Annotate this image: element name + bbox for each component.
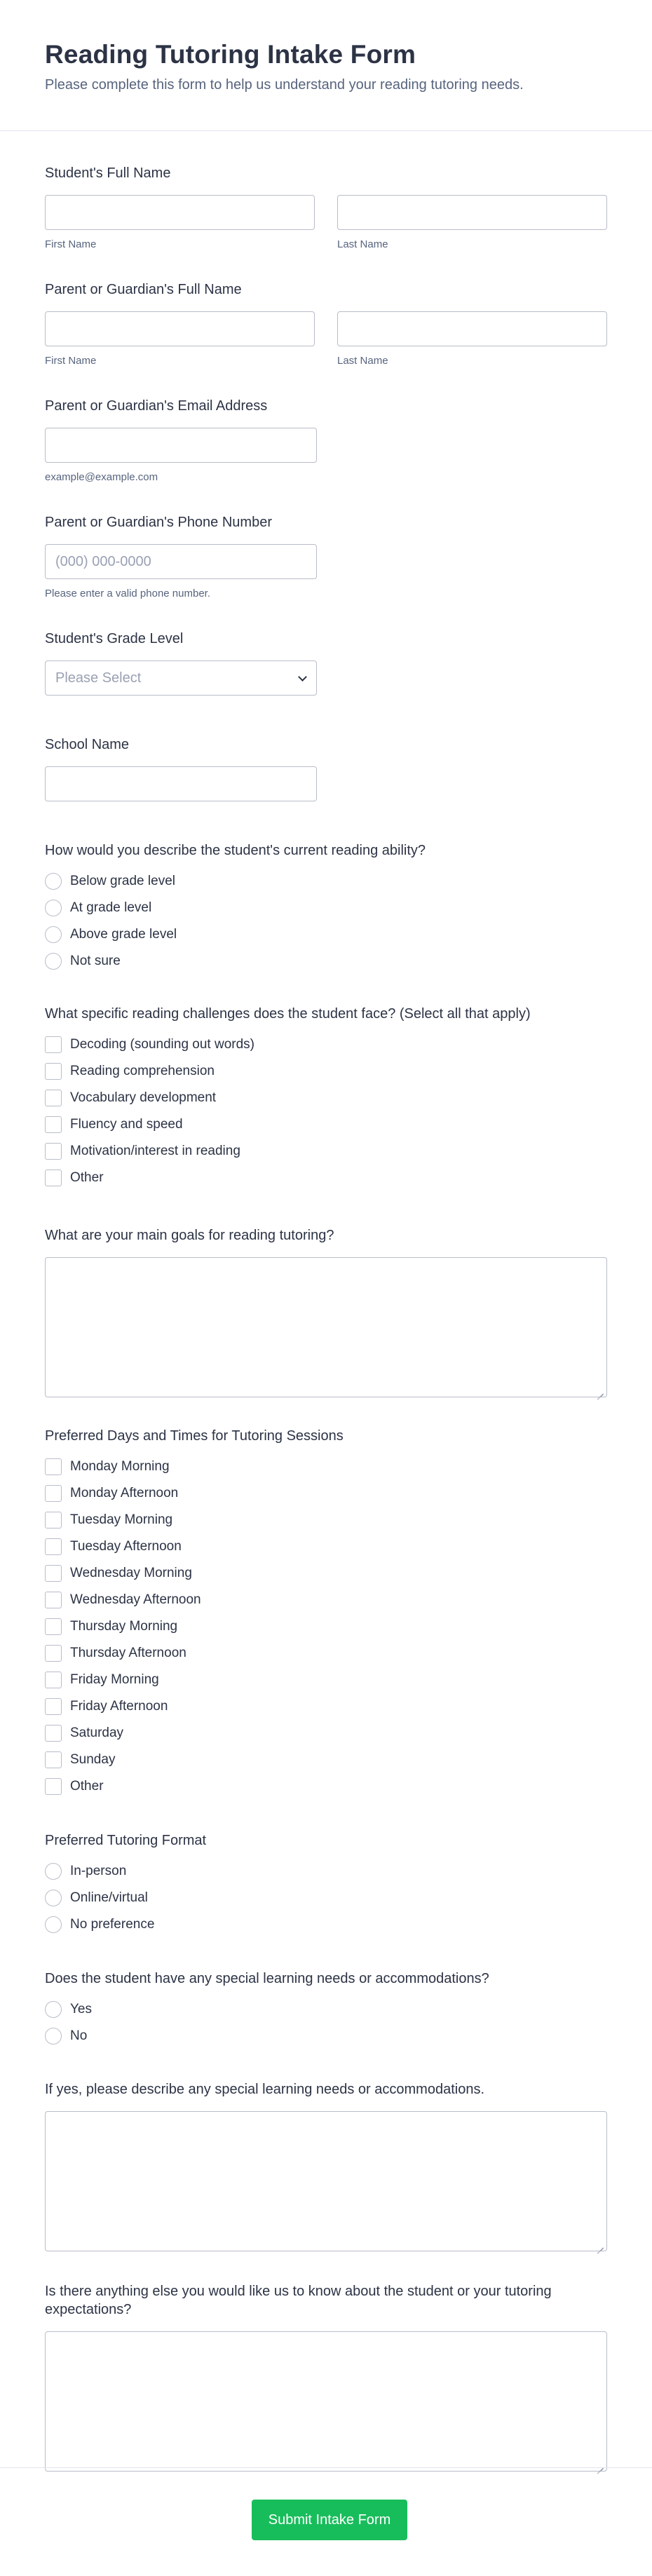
day-option[interactable] [45, 1613, 607, 1640]
page-title: Reading Tutoring Intake Form [45, 40, 416, 69]
option-label: Thursday Morning [70, 1619, 178, 1634]
day-option[interactable] [45, 1720, 607, 1747]
challenges-field [45, 1005, 607, 1191]
format-field [45, 1831, 607, 1938]
checkbox[interactable] [45, 1116, 62, 1133]
option-label: Below grade level [70, 874, 175, 888]
grade-select-value: Please Select [55, 670, 142, 686]
special-desc-textarea[interactable] [45, 2111, 607, 2251]
checkbox[interactable] [45, 1512, 62, 1528]
page-subtitle: Please complete this form to help us understand your reading tutoring needs. [45, 77, 524, 93]
email-input[interactable] [45, 428, 317, 463]
checkbox[interactable] [45, 1751, 62, 1768]
day-option[interactable] [45, 1453, 607, 1480]
resize-handle-icon[interactable] [597, 2241, 604, 2248]
option-label: Friday Afternoon [70, 1699, 168, 1714]
option-label: No [70, 2028, 88, 2043]
days-options [45, 1453, 607, 1800]
form-header [0, 0, 652, 131]
checkbox[interactable] [45, 1036, 62, 1053]
parent-name-label: Parent or Guardian's Full Name [45, 282, 242, 297]
checkbox[interactable] [45, 1485, 62, 1502]
option-label: Other [70, 1779, 104, 1794]
reading-ability-label: How would you describe the student's current reading ability? [45, 843, 426, 858]
parent-name-field [45, 280, 607, 367]
reading-ability-option[interactable] [45, 948, 607, 975]
intake-form [0, 164, 652, 2472]
checkbox[interactable] [45, 1458, 62, 1475]
reading-ability-field [45, 841, 607, 975]
student-first-name-input[interactable] [45, 195, 315, 230]
option-label: Friday Morning [70, 1672, 159, 1687]
checkbox[interactable] [45, 1063, 62, 1080]
special-needs-label: Does the student have any special learning needs or accommodations? [45, 1971, 489, 1986]
day-option[interactable] [45, 1693, 607, 1720]
parent-last-name-sublabel: Last Name [337, 355, 388, 367]
grade-label: Student's Grade Level [45, 631, 184, 646]
form-footer [0, 2467, 652, 2576]
phone-sublabel: Please enter a valid phone number. [45, 588, 210, 599]
phone-field [45, 513, 607, 600]
phone-input[interactable] [45, 544, 317, 579]
grade-field [45, 630, 607, 696]
checkbox[interactable] [45, 1645, 62, 1662]
days-field [45, 1427, 607, 1800]
student-name-label: Student's Full Name [45, 165, 171, 181]
checkbox[interactable] [45, 1592, 62, 1608]
grade-select[interactable] [45, 660, 317, 696]
anything-else-textarea[interactable] [45, 2331, 607, 2472]
checkbox[interactable] [45, 1538, 62, 1555]
option-label: Monday Morning [70, 1459, 170, 1474]
challenge-option[interactable] [45, 1111, 607, 1138]
parent-first-name-input[interactable] [45, 311, 315, 346]
parent-first-name-sublabel: First Name [45, 355, 97, 367]
checkbox[interactable] [45, 1672, 62, 1688]
email-field [45, 397, 607, 484]
format-option[interactable] [45, 1858, 607, 1885]
goals-textarea[interactable] [45, 1257, 607, 1397]
special-desc-label: If yes, please describe any special learning needs or accommodations. [45, 2082, 485, 2097]
day-option[interactable] [45, 1667, 607, 1693]
reading-ability-option[interactable] [45, 895, 607, 921]
submit-button[interactable]: Submit Intake Form [252, 2500, 407, 2540]
email-label: Parent or Guardian's Email Address [45, 398, 268, 414]
day-option[interactable] [45, 1773, 607, 1800]
checkbox[interactable] [45, 1778, 62, 1795]
day-option[interactable] [45, 1587, 607, 1613]
challenges-label: What specific reading challenges does the student face? (Select all that apply) [45, 1006, 531, 1022]
option-label: Saturday [70, 1726, 124, 1740]
day-option[interactable] [45, 1560, 607, 1587]
anything-else-label: Is there anything else you would like us to know about the student or your tutoring expectations? [45, 2284, 552, 2317]
checkbox[interactable] [45, 1725, 62, 1742]
checkbox[interactable] [45, 1698, 62, 1715]
reading-ability-option[interactable] [45, 921, 607, 948]
option-label: In-person [70, 1864, 127, 1878]
goals-field [45, 1226, 607, 1397]
radio-button[interactable] [45, 1890, 62, 1906]
checkbox[interactable] [45, 1618, 62, 1635]
special-needs-options [45, 1996, 607, 2049]
option-label: At grade level [70, 900, 152, 915]
challenge-option[interactable] [45, 1165, 607, 1191]
reading-ability-option[interactable] [45, 868, 607, 895]
student-last-name-input[interactable] [337, 195, 607, 230]
format-option[interactable] [45, 1885, 607, 1911]
email-sublabel: example@example.com [45, 471, 158, 483]
format-label: Preferred Tutoring Format [45, 1833, 207, 1848]
option-label: Decoding (sounding out words) [70, 1037, 254, 1052]
special-desc-field [45, 2080, 607, 2251]
radio-button[interactable] [45, 953, 62, 970]
radio-button[interactable] [45, 1916, 62, 1933]
option-label: Fluency and speed [70, 1117, 183, 1132]
checkbox[interactable] [45, 1565, 62, 1582]
radio-button[interactable] [45, 1863, 62, 1880]
option-label: Reading comprehension [70, 1064, 215, 1078]
option-label: Tuesday Afternoon [70, 1539, 182, 1554]
student-name-field [45, 164, 607, 251]
radio-button[interactable] [45, 900, 62, 916]
phone-label: Parent or Guardian's Phone Number [45, 515, 272, 530]
radio-button[interactable] [45, 873, 62, 890]
days-label: Preferred Days and Times for Tutoring Sessions [45, 1428, 344, 1444]
format-options [45, 1858, 607, 1938]
school-field [45, 735, 607, 801]
day-option[interactable] [45, 1480, 607, 1507]
day-option[interactable] [45, 1747, 607, 1773]
goals-label: What are your main goals for reading tutoring? [45, 1228, 334, 1243]
option-label: Not sure [70, 954, 121, 968]
resize-handle-icon[interactable] [597, 1387, 604, 1394]
checkbox[interactable] [45, 1143, 62, 1160]
option-label: Wednesday Morning [70, 1566, 192, 1580]
special-needs-field [45, 1970, 607, 2049]
school-label: School Name [45, 737, 130, 752]
challenge-option[interactable] [45, 1031, 607, 1058]
special-needs-option-yes[interactable] [45, 1996, 607, 2023]
student-first-name-sublabel: First Name [45, 238, 97, 250]
challenge-option[interactable] [45, 1058, 607, 1085]
checkbox[interactable] [45, 1170, 62, 1186]
option-label: Motivation/interest in reading [70, 1144, 240, 1158]
option-label: Yes [70, 2002, 92, 2016]
checkbox[interactable] [45, 1090, 62, 1106]
challenges-options [45, 1031, 607, 1191]
option-label: Wednesday Afternoon [70, 1592, 201, 1607]
chevron-down-icon [298, 674, 306, 682]
student-last-name-sublabel: Last Name [337, 238, 388, 250]
school-input[interactable] [45, 766, 317, 801]
reading-ability-options [45, 868, 607, 975]
anything-else-field [45, 2282, 607, 2472]
option-label: Vocabulary development [70, 1090, 217, 1105]
day-option[interactable] [45, 1507, 607, 1533]
day-option[interactable] [45, 1640, 607, 1667]
format-option[interactable] [45, 1911, 607, 1938]
option-label: Sunday [70, 1752, 116, 1767]
parent-last-name-input[interactable] [337, 311, 607, 346]
option-label: Tuesday Morning [70, 1512, 173, 1527]
challenge-option[interactable] [45, 1085, 607, 1111]
option-label: Other [70, 1170, 104, 1185]
option-label: Above grade level [70, 927, 177, 942]
day-option[interactable] [45, 1533, 607, 1560]
option-label: No preference [70, 1917, 155, 1932]
option-label: Online/virtual [70, 1890, 148, 1905]
special-needs-option-no[interactable] [45, 2023, 607, 2049]
radio-button[interactable] [45, 2028, 62, 2045]
option-label: Thursday Afternoon [70, 1646, 186, 1660]
option-label: Monday Afternoon [70, 1486, 179, 1500]
radio-button[interactable] [45, 926, 62, 943]
challenge-option[interactable] [45, 1138, 607, 1165]
radio-button[interactable] [45, 2001, 62, 2018]
